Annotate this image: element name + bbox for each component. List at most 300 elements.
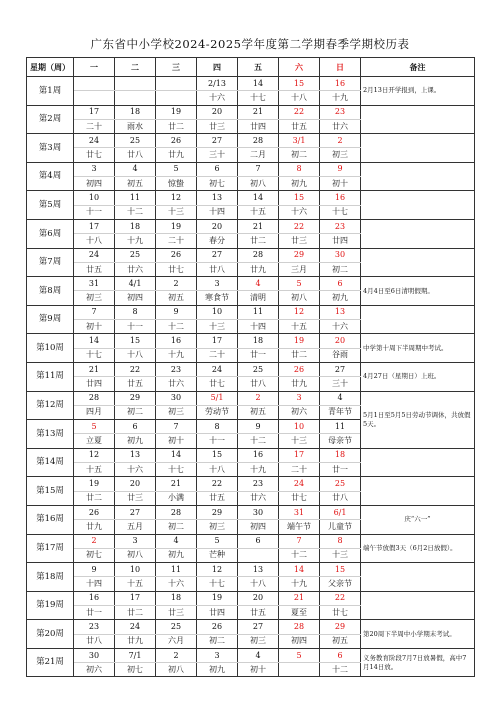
day-lunar: 廿九	[156, 148, 197, 162]
week-row-top	[27, 191, 475, 205]
day-lunar: 十八	[115, 348, 156, 362]
week-note	[361, 448, 475, 477]
header-wed: 三	[156, 58, 197, 77]
day-lunar: 廿七	[320, 605, 361, 619]
day-lunar: 立夏	[74, 434, 115, 448]
day-date: 29	[279, 248, 320, 262]
week-row-top	[27, 448, 475, 462]
week-label: 第10周	[27, 334, 74, 363]
day-date: 2	[320, 134, 361, 148]
day-lunar: 雨水	[115, 119, 156, 133]
header-tue: 二	[115, 58, 156, 77]
day-date	[115, 77, 156, 91]
day-date: 15	[279, 77, 320, 91]
day-lunar: 十八	[279, 91, 320, 105]
week-row-top	[27, 162, 475, 176]
day-date: 4	[320, 391, 361, 405]
day-date: 14	[156, 448, 197, 462]
week-label: 第17周	[27, 534, 74, 563]
day-date: 23	[156, 362, 197, 376]
week-label: 第6周	[27, 219, 74, 248]
day-date: 10	[197, 305, 238, 319]
day-date: 2/13	[197, 77, 238, 91]
day-date: 5	[279, 648, 320, 662]
day-lunar: 廿三	[197, 119, 238, 133]
day-lunar: 廿三	[115, 491, 156, 505]
day-lunar: 廿五	[74, 262, 115, 276]
day-date: 22	[279, 105, 320, 119]
day-date: 10	[115, 563, 156, 577]
day-date: 28	[156, 505, 197, 519]
day-date: 21	[156, 477, 197, 491]
day-lunar: 廿七	[279, 491, 320, 505]
week-note: 2月13日开学报到，上课。	[361, 77, 475, 106]
day-date: 6	[320, 648, 361, 662]
week-row-top	[27, 219, 475, 233]
day-lunar: 十五	[279, 320, 320, 334]
week-row-top	[27, 620, 475, 634]
day-date: 6	[238, 534, 279, 548]
day-lunar: 初九	[115, 434, 156, 448]
week-note: 4月27日（星期日）上班。	[361, 362, 475, 391]
day-date: 11	[320, 420, 361, 434]
week-row-top	[27, 305, 475, 319]
day-date: 23	[320, 105, 361, 119]
week-label: 第3周	[27, 134, 74, 163]
day-lunar: 十一	[74, 205, 115, 219]
day-date: 5	[156, 162, 197, 176]
week-label: 第18周	[27, 563, 74, 592]
day-lunar: 四月	[74, 405, 115, 419]
week-note	[361, 219, 475, 248]
day-lunar: 廿八	[197, 262, 238, 276]
day-date: 13	[238, 563, 279, 577]
day-date: 10	[74, 191, 115, 205]
day-lunar: 廿二	[156, 119, 197, 133]
day-date: 12	[156, 191, 197, 205]
day-lunar: 廿二	[115, 605, 156, 619]
day-lunar: 十九	[279, 577, 320, 591]
day-date: 2	[74, 534, 115, 548]
day-date: 29	[197, 505, 238, 519]
day-date: 7	[279, 534, 320, 548]
day-date: 19	[156, 219, 197, 233]
day-date: 3	[279, 391, 320, 405]
day-lunar: 劳动节	[197, 405, 238, 419]
week-row-top	[27, 391, 475, 405]
day-lunar: 十九	[156, 348, 197, 362]
day-lunar: 初九	[320, 291, 361, 305]
day-date: 11	[156, 563, 197, 577]
day-date: 14	[74, 334, 115, 348]
day-lunar: 十七	[238, 91, 279, 105]
week-note	[361, 162, 475, 191]
week-row-top	[27, 534, 475, 548]
day-date: 16	[320, 191, 361, 205]
day-date: 11	[115, 191, 156, 205]
day-date	[74, 77, 115, 91]
day-date: 28	[238, 134, 279, 148]
day-lunar: 廿八	[320, 491, 361, 505]
week-row-top	[27, 362, 475, 376]
day-lunar	[74, 91, 115, 105]
day-lunar: 初十	[320, 177, 361, 191]
day-date: 23	[238, 477, 279, 491]
day-lunar: 初九	[279, 177, 320, 191]
day-date: 14	[279, 563, 320, 577]
day-date: 24	[74, 134, 115, 148]
day-date: 31	[279, 505, 320, 519]
day-lunar: 十九	[115, 234, 156, 248]
week-label: 第14周	[27, 448, 74, 477]
week-note: 第20周下半周中小学期末考试。	[361, 620, 475, 649]
day-lunar: 清明	[238, 291, 279, 305]
day-lunar: 廿九	[74, 520, 115, 534]
day-date: 21	[238, 219, 279, 233]
day-lunar: 廿一	[74, 605, 115, 619]
week-label: 第7周	[27, 248, 74, 277]
day-date: 5/1	[197, 391, 238, 405]
day-lunar: 初五	[238, 405, 279, 419]
day-lunar: 十五	[115, 577, 156, 591]
week-label: 第4周	[27, 162, 74, 191]
day-date: 13	[320, 305, 361, 319]
day-lunar	[115, 91, 156, 105]
day-date: 18	[156, 591, 197, 605]
day-lunar: 寒食节	[197, 291, 238, 305]
day-date: 24	[279, 477, 320, 491]
day-lunar: 初六	[279, 405, 320, 419]
day-date: 6	[197, 162, 238, 176]
header-row	[27, 58, 475, 77]
day-date: 16	[238, 448, 279, 462]
day-date: 12	[197, 563, 238, 577]
day-lunar: 廿二	[74, 491, 115, 505]
day-lunar: 廿六	[115, 262, 156, 276]
day-date: 4	[238, 277, 279, 291]
day-lunar: 廿四	[197, 605, 238, 619]
day-date: 15	[279, 191, 320, 205]
day-lunar: 初三	[320, 148, 361, 162]
day-date: 8	[279, 162, 320, 176]
week-label: 第9周	[27, 305, 74, 334]
day-date: 17	[197, 334, 238, 348]
day-lunar: 初五	[320, 634, 361, 648]
week-row-top	[27, 248, 475, 262]
day-date: 18	[115, 105, 156, 119]
day-date: 18	[320, 448, 361, 462]
day-date: 30	[156, 391, 197, 405]
day-date: 19	[279, 334, 320, 348]
day-lunar: 三月	[279, 262, 320, 276]
day-date: 20	[197, 105, 238, 119]
day-date: 9	[74, 563, 115, 577]
day-date: 22	[279, 219, 320, 233]
day-lunar: 十八	[238, 577, 279, 591]
day-date: 17	[74, 105, 115, 119]
day-lunar: 初七	[115, 663, 156, 677]
day-lunar: 初七	[74, 548, 115, 562]
day-date: 2	[156, 648, 197, 662]
day-lunar: 廿五	[279, 119, 320, 133]
day-lunar: 初十	[74, 320, 115, 334]
day-lunar: 初二	[320, 262, 361, 276]
day-date: 30	[320, 248, 361, 262]
day-date: 21	[279, 591, 320, 605]
day-date: 4	[156, 534, 197, 548]
header-notes: 备注	[361, 58, 475, 77]
day-lunar: 廿八	[74, 634, 115, 648]
day-date: 20	[197, 219, 238, 233]
day-date: 30	[238, 505, 279, 519]
week-note: 端午节放假3天（6月2日放假）。	[361, 534, 475, 563]
week-note: 中学第十周下半周期中考试。	[361, 334, 475, 363]
day-date: 24	[115, 620, 156, 634]
day-date: 24	[197, 362, 238, 376]
day-lunar: 母亲节	[320, 434, 361, 448]
day-date: 3/1	[279, 134, 320, 148]
day-lunar: 廿九	[238, 262, 279, 276]
day-date: 2	[238, 391, 279, 405]
day-lunar: 端午节	[279, 520, 320, 534]
week-label: 第21周	[27, 648, 74, 677]
day-date: 14	[238, 77, 279, 91]
week-row-top	[27, 648, 475, 662]
day-date: 7/1	[115, 648, 156, 662]
day-lunar: 十六	[320, 320, 361, 334]
day-lunar: 廿九	[115, 634, 156, 648]
day-date: 5	[74, 420, 115, 434]
day-lunar: 芒种	[197, 548, 238, 562]
page-title: 广东省中小学校2024-2025学年度第二学期春季学期校历表	[90, 37, 410, 51]
week-note	[361, 591, 475, 620]
day-date: 25	[156, 620, 197, 634]
day-date: 20	[320, 334, 361, 348]
day-lunar: 二十	[74, 119, 115, 133]
week-label: 第2周	[27, 105, 74, 134]
day-lunar: 初十	[156, 434, 197, 448]
day-lunar: 十二	[279, 548, 320, 562]
day-lunar: 十六	[279, 205, 320, 219]
week-label: 第1周	[27, 77, 74, 106]
day-date: 9	[238, 420, 279, 434]
day-lunar: 初二	[115, 405, 156, 419]
day-lunar: 廿六	[320, 119, 361, 133]
day-date: 22	[197, 477, 238, 491]
day-lunar: 初三	[74, 291, 115, 305]
day-lunar: 廿八	[115, 148, 156, 162]
day-lunar: 初三	[197, 520, 238, 534]
week-note	[361, 191, 475, 220]
day-lunar: 十七	[74, 348, 115, 362]
day-lunar: 十七	[156, 463, 197, 477]
day-date: 17	[279, 448, 320, 462]
day-date: 25	[115, 134, 156, 148]
day-date: 23	[74, 620, 115, 634]
day-lunar: 惊蛰	[156, 177, 197, 191]
day-date: 26	[279, 362, 320, 376]
day-lunar: 廿四	[74, 377, 115, 391]
week-row-top	[27, 505, 475, 519]
day-lunar: 廿二	[238, 234, 279, 248]
day-lunar: 十一	[197, 434, 238, 448]
day-date: 30	[74, 648, 115, 662]
day-date: 6	[320, 277, 361, 291]
day-lunar: 廿三	[279, 234, 320, 248]
day-lunar: 廿九	[279, 377, 320, 391]
day-date: 26	[197, 620, 238, 634]
day-lunar: 十二	[320, 663, 361, 677]
day-date: 27	[197, 134, 238, 148]
day-date: 26	[156, 134, 197, 148]
week-label: 第13周	[27, 420, 74, 449]
day-lunar: 二十	[197, 348, 238, 362]
day-lunar: 初二	[156, 520, 197, 534]
day-lunar: 廿七	[156, 262, 197, 276]
day-date: 4/1	[115, 277, 156, 291]
day-lunar: 廿五	[238, 605, 279, 619]
day-date: 15	[320, 563, 361, 577]
day-date: 18	[115, 219, 156, 233]
week-label: 第12周	[27, 391, 74, 420]
day-lunar: 廿六	[156, 377, 197, 391]
day-date: 16	[320, 77, 361, 91]
day-lunar: 十五	[74, 463, 115, 477]
day-lunar: 十八	[74, 234, 115, 248]
day-lunar: 初三	[156, 405, 197, 419]
day-lunar: 父亲节	[320, 577, 361, 591]
day-lunar: 初二	[197, 634, 238, 648]
day-lunar: 春分	[197, 234, 238, 248]
day-date: 20	[238, 591, 279, 605]
day-date: 27	[197, 248, 238, 262]
week-note	[361, 305, 475, 334]
day-date: 3	[197, 648, 238, 662]
week-row-top	[27, 334, 475, 348]
day-lunar: 十一	[115, 320, 156, 334]
week-label: 第20周	[27, 620, 74, 649]
day-date: 26	[156, 248, 197, 262]
day-lunar: 十四	[197, 205, 238, 219]
day-date: 25	[320, 477, 361, 491]
day-date: 13	[197, 191, 238, 205]
day-date: 28	[279, 620, 320, 634]
day-lunar: 十二	[238, 434, 279, 448]
day-date	[156, 77, 197, 91]
week-note	[361, 248, 475, 277]
week-label: 第15周	[27, 477, 74, 506]
day-date: 16	[156, 334, 197, 348]
day-lunar: 初七	[197, 177, 238, 191]
day-date: 27	[238, 620, 279, 634]
day-date: 21	[74, 362, 115, 376]
day-lunar: 十七	[197, 577, 238, 591]
week-note	[361, 105, 475, 134]
day-date: 16	[74, 591, 115, 605]
day-lunar	[238, 548, 279, 562]
day-lunar: 十六	[197, 91, 238, 105]
header-week: 星期（周）	[27, 58, 74, 77]
day-date: 5	[279, 277, 320, 291]
day-lunar: 廿六	[238, 491, 279, 505]
day-date: 18	[238, 334, 279, 348]
day-lunar: 十三	[197, 320, 238, 334]
day-date: 29	[320, 620, 361, 634]
day-date: 13	[115, 448, 156, 462]
day-date: 9	[156, 305, 197, 319]
day-date: 28	[238, 248, 279, 262]
day-date: 3	[197, 277, 238, 291]
day-date: 29	[115, 391, 156, 405]
day-date: 22	[115, 362, 156, 376]
day-lunar: 十二	[156, 320, 197, 334]
day-date: 8	[320, 534, 361, 548]
day-lunar: 廿七	[197, 377, 238, 391]
day-lunar: 初八	[238, 177, 279, 191]
week-label: 第5周	[27, 191, 74, 220]
day-date: 3	[74, 162, 115, 176]
day-lunar: 儿童节	[320, 520, 361, 534]
week-note: 5月1日至5月5日劳动节调休，共放假5天。	[361, 391, 475, 448]
day-date: 5	[197, 534, 238, 548]
week-row-top	[27, 591, 475, 605]
day-date: 15	[197, 448, 238, 462]
week-label: 第11周	[27, 362, 74, 391]
day-date: 19	[156, 105, 197, 119]
day-date: 10	[279, 420, 320, 434]
day-date: 25	[238, 362, 279, 376]
day-date: 7	[238, 162, 279, 176]
day-lunar: 青年节	[320, 405, 361, 419]
week-label: 第8周	[27, 277, 74, 306]
week-row-top	[27, 477, 475, 491]
day-lunar: 十四	[238, 320, 279, 334]
day-date: 25	[115, 248, 156, 262]
day-date: 19	[197, 591, 238, 605]
day-date: 26	[74, 505, 115, 519]
day-lunar: 廿七	[74, 148, 115, 162]
day-lunar: 初八	[279, 291, 320, 305]
day-lunar: 初四	[279, 634, 320, 648]
day-lunar	[156, 91, 197, 105]
header-fri: 五	[238, 58, 279, 77]
day-lunar: 初六	[74, 663, 115, 677]
day-date: 27	[320, 362, 361, 376]
day-lunar: 廿三	[156, 605, 197, 619]
day-lunar: 十五	[238, 205, 279, 219]
week-note	[361, 134, 475, 163]
day-lunar: 初四	[74, 177, 115, 191]
day-date: 14	[238, 191, 279, 205]
day-lunar: 廿二	[279, 348, 320, 362]
day-date: 19	[74, 477, 115, 491]
day-lunar: 廿四	[238, 119, 279, 133]
header-thu: 四	[197, 58, 238, 77]
week-row-top	[27, 277, 475, 291]
week-row-top	[27, 105, 475, 119]
day-lunar: 初四	[115, 291, 156, 305]
day-date: 28	[74, 391, 115, 405]
day-date: 8	[115, 305, 156, 319]
day-lunar: 十四	[74, 577, 115, 591]
day-date: 11	[238, 305, 279, 319]
day-lunar: 小满	[156, 491, 197, 505]
day-lunar: 十三	[279, 434, 320, 448]
day-date: 4	[115, 162, 156, 176]
day-date: 22	[320, 591, 361, 605]
day-date: 21	[238, 105, 279, 119]
day-lunar: 二月	[238, 148, 279, 162]
